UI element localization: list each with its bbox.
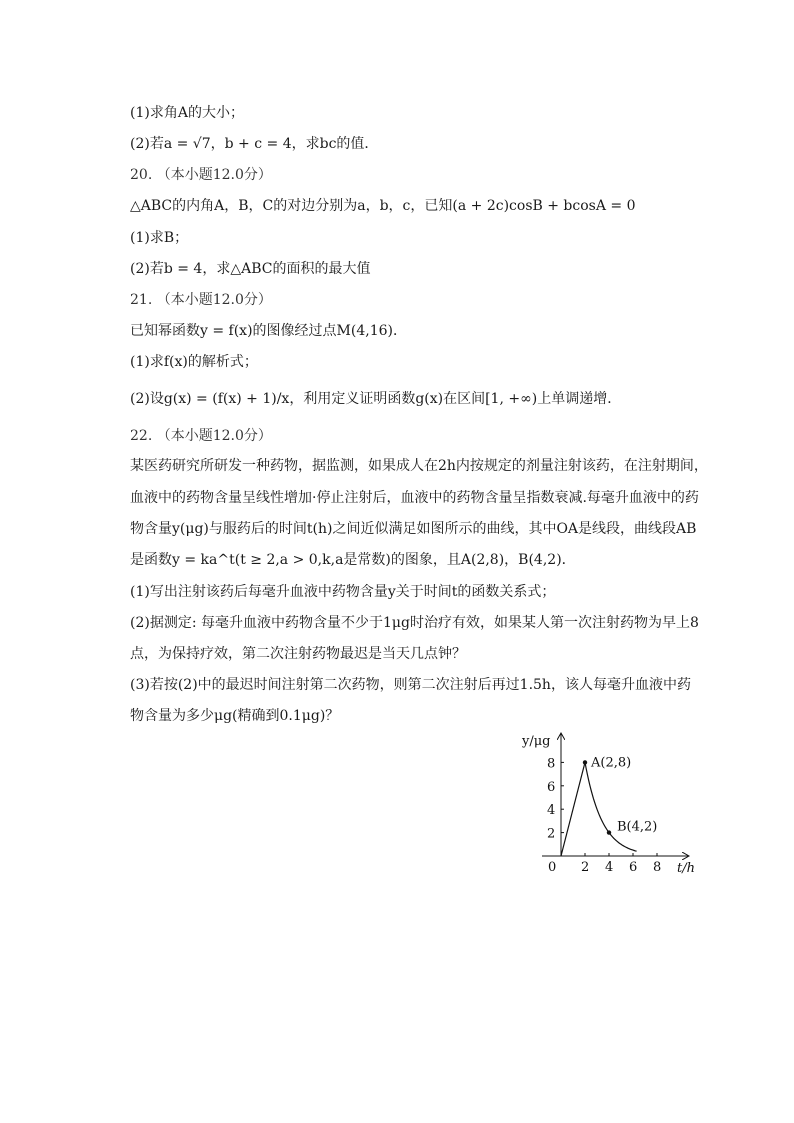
origin-label: 0: [548, 860, 557, 875]
q22-stem-line4: 是函数y = ka^t(t ≥ 2,a > 0,k,a是常数)的图象，且A(2,8)，B(4,2)．: [130, 552, 576, 568]
x-tick-label: 8: [653, 860, 662, 875]
drug-concentration-graph: [512, 728, 712, 878]
q22-stem-line3: 物含量y(μg)与服药后的时间t(h)之间近似满足如图所示的曲线，其中OA是线段，曲线段AB: [130, 521, 697, 537]
q19-part1: (1)求角A的大小；: [130, 105, 244, 121]
q20-part2: (2)若b = 4，求△ABC的面积的最大值: [130, 261, 371, 277]
q22-header: 22. （本小题12.0分）: [130, 428, 272, 444]
y-axis-label: y/μg: [522, 734, 551, 749]
q22-stem-line1: 某医药研究所研发一种药物，据监测，如果成人在2h内按规定的剂量注射该药，在注射期间，: [130, 458, 708, 474]
q21-header: 21. （本小题12.0分）: [130, 292, 272, 308]
q22-part2-line2: 点，为保持疗效，第二次注射药物最迟是当天几点钟？: [130, 646, 466, 662]
q22-part3-line2: 物含量为多少μg(精确到0.1μg)？: [130, 708, 340, 724]
point-a: [583, 760, 587, 764]
point-b-label: B(4,2): [617, 819, 658, 835]
q20-part1: (1)求B；: [130, 230, 189, 246]
x-axis-label: t/h: [677, 861, 695, 876]
y-tick-label: 8: [547, 756, 556, 772]
x-tick-label: 6: [629, 860, 638, 875]
q21-stem: 已知幂函数y = f(x)的图像经过点M(4,16)．: [130, 323, 407, 339]
q22-part1: (1)写出注射该药后每毫升血液中药物含量y关于时间t的函数关系式；: [130, 584, 556, 600]
q19-part2: (2)若a = √7，b + c = 4，求bc的值．: [130, 136, 379, 152]
q22-part3-line1: (3)若按(2)中的最迟时间注射第二次药物，则第二次注射后再过1.5h，该人每毫升血液中药: [130, 677, 691, 693]
y-tick-label: 4: [547, 803, 556, 819]
segment-oa: [561, 762, 585, 856]
y-tick-label: 2: [547, 826, 556, 842]
curve-ab: [585, 762, 637, 851]
q20-stem: △ABC的内角A，B，C的对边分别为a，b，c，已知(a + 2c)cosB + bcosA = 0: [130, 198, 636, 214]
y-tick-label: 6: [547, 779, 556, 795]
point-b: [607, 830, 611, 834]
q22-part2-line1: (2)据测定: 每毫升血液中药物含量不少于1μg时治疗有效，如果某人第一次注射药物为早上8: [130, 615, 699, 631]
q20-header: 20. （本小题12.0分）: [130, 167, 272, 183]
q22-stem-line2: 血液中的药物含量呈线性增加·停止注射后，血液中的药物含量呈指数衰减.每毫升血液中的药: [130, 490, 699, 506]
x-tick-label: 4: [605, 860, 614, 875]
point-a-label: A(2,8): [591, 755, 632, 771]
q21-part2: (2)设g(x) = (f(x) + 1)/x，利用定义证明函数g(x)在区间[1, +∞)上单调递增．: [130, 391, 622, 407]
q21-part1: (1)求f(x)的解析式；: [130, 354, 258, 370]
x-tick-label: 2: [581, 860, 590, 875]
